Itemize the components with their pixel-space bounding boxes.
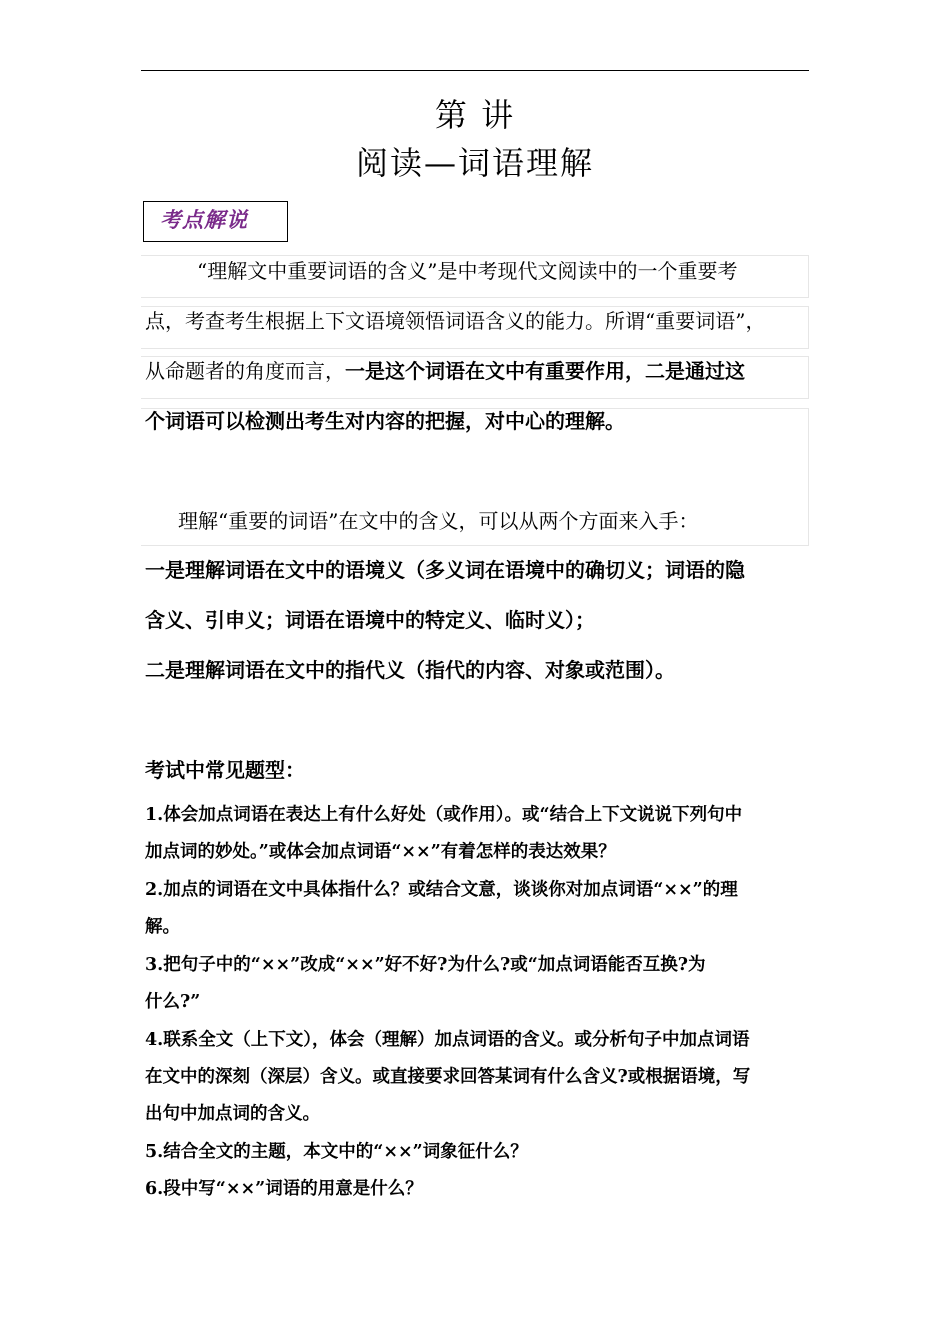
approach-point-1b: 含义、引申义；词语在语境中的特定义、临时义）； xyxy=(145,608,595,632)
top-rule xyxy=(141,70,809,71)
approach-point-1a: 一是理解词语在文中的语境义（多义词在语境中的确切义；词语的隐 xyxy=(145,558,745,582)
page-title: 阅读—词语理解 xyxy=(355,144,594,182)
approach-point-2: 二是理解词语在文中的指代义（指代的内容、对象或范围）。 xyxy=(145,658,675,682)
intro-line-3-bold: 一是这个词语在文中有重要作用，二是通过这 xyxy=(345,359,745,383)
question-type-1a: 1.体会加点词语在表达上有什么好处（或作用）。或“结合上下文说说下列句中 xyxy=(145,805,743,825)
approach-lead: 理解“重要的词语”在文中的含义，可以从两个方面来入手： xyxy=(178,509,699,533)
lecture-number: 第 讲 xyxy=(434,96,516,134)
question-type-2a: 2.加点的词语在文中具体指什么？或结合文意，谈谈你对加点词语“××”的理 xyxy=(145,880,738,900)
question-type-3b: 什么?” xyxy=(145,992,201,1012)
intro-line-3-normal: 从命题者的角度而言， xyxy=(145,359,345,383)
question-type-1b: 加点词的妙处。”或体会加点词语“××”有着怎样的表达效果？ xyxy=(145,842,616,862)
question-type-3a: 3.把句子中的“××”改成“××”好不好?为什么?或“加点词语能否互换?为 xyxy=(145,955,706,975)
section-badge xyxy=(143,201,288,242)
section-badge-label: 考点解说 xyxy=(160,208,248,232)
intro-line-2: 点，考查考生根据上下文语境领悟词语含义的能力。所谓“重要词语”， xyxy=(145,309,766,333)
intro-line-1: “理解文中重要词语的含义”是中考现代文阅读中的一个重要考 xyxy=(197,259,738,283)
intro-line-3 xyxy=(145,357,809,385)
question-type-5: 5.结合全文的主题，本文中的“××”词象征什么？ xyxy=(145,1142,528,1162)
question-type-4c: 出句中加点词的含义。 xyxy=(145,1104,320,1124)
question-type-6: 6.段中写“××”词语的用意是什么？ xyxy=(145,1179,423,1199)
question-type-4b: 在文中的深刻（深层）含义。或直接要求回答某词有什么含义?或根据语境，写 xyxy=(145,1067,751,1087)
question-type-4a: 4.联系全文（上下文），体会（理解）加点词语的含义。或分析句子中加点词语 xyxy=(145,1030,750,1050)
question-type-2b: 解。 xyxy=(145,917,180,937)
intro-line-4: 个词语可以检测出考生对内容的把握，对中心的理解。 xyxy=(145,409,625,433)
types-heading: 考试中常见题型： xyxy=(145,758,305,782)
